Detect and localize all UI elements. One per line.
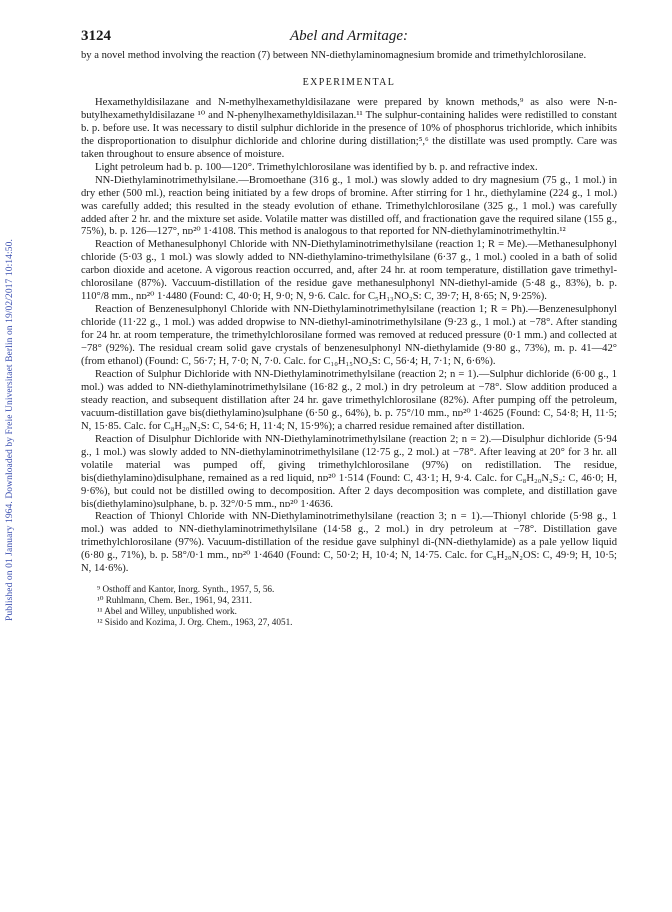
download-watermark-text: Published on 01 January 1964. Downloaded by Freie Universitaet Berlin on 19/02/2017 10:14:50. bbox=[5, 239, 15, 621]
paragraph-petroleum: Light petroleum had b. p. 100—120°. Trimethylchlorosilane was identified by b. p. and refractive index. bbox=[95, 161, 538, 173]
section-title: EXPERIMENTAL bbox=[302, 76, 396, 88]
footnote: ⁹ Osthoff and Kantor, Inorg. Synth., 1957, 5, 56. bbox=[97, 584, 275, 595]
footnote: ¹² Sisido and Kozima, J. Org. Chem., 1963, 27, 4051. bbox=[97, 617, 293, 628]
paragraph-disulphur-dichloride: Reaction of Disulphur Dichloride with NN-Diethylaminotrimethylsilane (reaction 2; n = 2).—Disulphur dichloride (5·94 g., 1 mol.) was slowly added to NN-diethylaminotrimethylsilane (12·75 g., 2 mol.) at −78°. After leaving at 20° for 3 hr. all volatile material was pumped off, giving trimethylchlorosilane (97%) on redistillation. The residue, bis(diethylamino)disulphane, remained as a red liquid, nᴅ²⁰ 1·514 (Found: C, 43·1; H, 9·4. Calc. for C₈H₂₀N₂S₂: C, 46·0; H, 9·6%), but could not be distilled owing to decomposition. After 2 days decomposition was complete, and distillation gave bis(diethylamino)sulphane, b. p. 32°/0·5 mm., nᴅ²⁰ 1·4636. bbox=[81, 433, 617, 510]
footnote: ¹⁰ Ruhlmann, Chem. Ber., 1961, 94, 2311. bbox=[97, 595, 252, 606]
paragraph-thionyl-chloride: Reaction of Thionyl Chloride with NN-Diethylaminotrimethylsilane (reaction 3; n = 1).—Thionyl chloride (5·98 g., 1 mol.) was added to NN-diethylaminotrimethylsilane (14·58 g., 2 mol.) in dry petroleum at −78°. Distillation gave trimethylchlorosilane (97%). Vacuum-distillation of the residue gave sulphinyl di-(NN-diethylamide) as a pale yellow liquid (6·80 g., 71%), b. p. 58°/0·1 mm., nᴅ²⁰ 1·4640 (Found: C, 50·2; H, 10·4; N, 14·75. Calc. for C₈H₂₀N₂OS: C, 49·9; H, 10·5; N, 14·6%). bbox=[81, 511, 617, 575]
paragraph-benzenesulphonyl: Reaction of Benzenesulphonyl Chloride with NN-Diethylaminotrimethylsilane (reaction 1; R = Ph).—Benzenesulphonyl chloride (11·22 g., 1 mol.) was added dropwise to NN-diethyl-aminotrimethylsilane (9·23 g., 1 mol.) at −78°. After standing for 24 hr. at room temperature, the trimethylchlorosilane formed was removed at reduced pressure (0·1 mm.) and collected at −78° (92%). The residual cream solid gave crystals of benzenesulphonyl NN-diethylamide (9·80 g., 73%), m. p. 41—42° (from ethanol) (Found: C, 56·7; H, 7·0; N, 7·0. Calc. for C₁₀H₁₅NO₂S: C, 56·4; H, 7·1; N, 6·6%). bbox=[81, 304, 617, 368]
download-watermark bbox=[4, 150, 16, 710]
paragraph-preparation: Hexamethyldisilazane and N-methylhexamethyldisilazane were prepared by known methods,⁹ as also were N-n-butylhexamethyldisilazane ¹⁰ and N-phenylhexamethyldisilazan.¹¹ The sulphur-containing halides were redistilled to constant b. p. before use. It was necessary to distil sulphur dichloride in the presence of 10% of phosphorus trichloride, which inhibits the disproportionation to disulphur dichloride and chlorine during distillation;⁵,⁶ the distillate was used promptly. Care was taken throughout to ensure absence of moisture. bbox=[81, 96, 617, 160]
paragraph-diethylaminotrimethylsilane: NN-Diethylaminotrimethylsilane.—Bromoethane (316 g., 1 mol.) was slowly added to dry magnesium (75 g., 1 mol.) in dry ether (500 ml.), reaction being initiated by a few drops of bromine. After stirring for 1 hr., diethylamine (224 g., 1 mol.) was carefully added; this resulted in the steady evolution of ethane. Trimethylchlorosilane (325 g., 1 mol.) was carefully added after 2 hr. and the mixture set aside. Volatile matter was distilled off, and fractionation gave the required silane (155 g., 75%), b. p. 126—127°, nᴅ²⁰ 1·4108. This method is analogous to that reported for NN-diethylaminotrimethyltin.¹² bbox=[81, 174, 617, 238]
paragraph-sulphur-dichloride: Reaction of Sulphur Dichloride with NN-Diethylaminotrimethylsilane (reaction 2; n = 1).—Sulphur dichloride (6·00 g., 1 mol.) was added to NN-diethylaminotrimethylsilane (16·82 g., 2 mol.) in dry petroleum at −78°. Slow addition produced a steady reaction, and subsequent distillation after 24 hr. gave trimethylchlorosilane (82%). After pumping off the petroleum, vacuum-distillation gave bis(diethylamino)sulphane (6·50 g., 64%), b. p. 75°/10 mm., nᴅ²⁰ 1·4625 (Found: C, 54·8; H, 11·5; N, 15·85. Calc. for C₈H₂₀N₂S: C, 54·6; H, 11·4; N, 15·9%); a charred residue remained after distillation. bbox=[81, 368, 617, 432]
page-header bbox=[81, 28, 617, 50]
intro-paragraph: by a novel method involving the reaction (7) between NN-diethylaminomagnesium bromide and trimethylchlorosilane. bbox=[81, 50, 587, 61]
paragraph-methanesulphonyl: Reaction of Methanesulphonyl Chloride with NN-Diethylaminotrimethylsilane (reaction 1; R = Me).—Methanesulphonyl chloride (5·03 g., 1 mol.) was slowly added to NN-diethylamino-trimethylsilane (6·37 g., 1 mol.) cooled in a bath of solid carbon dioxide and acetone. A vigorous reaction occurred, and, after 24 hr. at room temperature, distillation gave trimethyl-chlorosilane (87%). Vaccuum-distillation of the residue gave methanesulphonyl NN-diethyl-amide (5·48 g., 83%), b. p. 110°/8 mm., nᴅ²⁰ 1·4480 (Found: C, 40·0; H, 9·0; N, 9·6. Calc. for C₅H₁₃NO₂S: C, 39·7; H, 8·65; N, 9·25%). bbox=[81, 239, 617, 303]
footnotes bbox=[81, 584, 617, 628]
footnote: ¹¹ Abel and Willey, unpublished work. bbox=[97, 606, 237, 617]
running-head: Abel and Armitage: bbox=[289, 28, 409, 44]
page-number: 3124 bbox=[81, 28, 111, 44]
journal-page bbox=[81, 28, 617, 628]
